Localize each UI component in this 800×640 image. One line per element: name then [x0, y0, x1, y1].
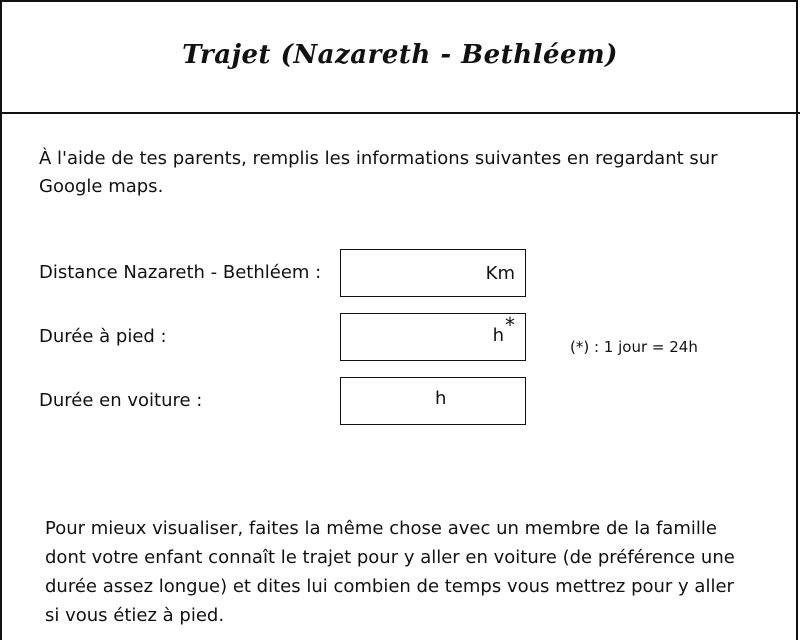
- outro-instructions: Pour mieux visualiser, faites la même chose avec un membre de la famille dont votre enfant connaît le trajet pour y aller en voiture (de préférence une durée assez longue) et dites lui combien de temps vous mettrez pour y aller si vous étiez à pied.: [45, 518, 735, 626]
- car-duration-unit: h: [435, 388, 447, 409]
- car-duration-label: Durée en voiture :: [39, 390, 203, 411]
- distance-label: Distance Nazareth - Bethléem :: [39, 262, 322, 283]
- distance-unit: Km: [485, 263, 515, 284]
- distance-input-box[interactable]: [340, 249, 526, 297]
- walk-duration-label: Durée à pied :: [39, 326, 167, 347]
- walk-duration-input-box[interactable]: [340, 313, 526, 361]
- walk-duration-unit: h: [492, 325, 504, 346]
- car-duration-input-box[interactable]: [340, 377, 526, 425]
- intro-instructions: À l'aide de tes parents, remplis les informations suivantes en regardant sur Google maps.: [39, 148, 718, 197]
- title-header: [0, 0, 800, 114]
- footnote-marker: *: [505, 313, 515, 337]
- page-title: Trajet (Nazareth - Bethléem): [182, 40, 618, 70]
- footnote-note: (*) : 1 jour = 24h: [570, 338, 698, 356]
